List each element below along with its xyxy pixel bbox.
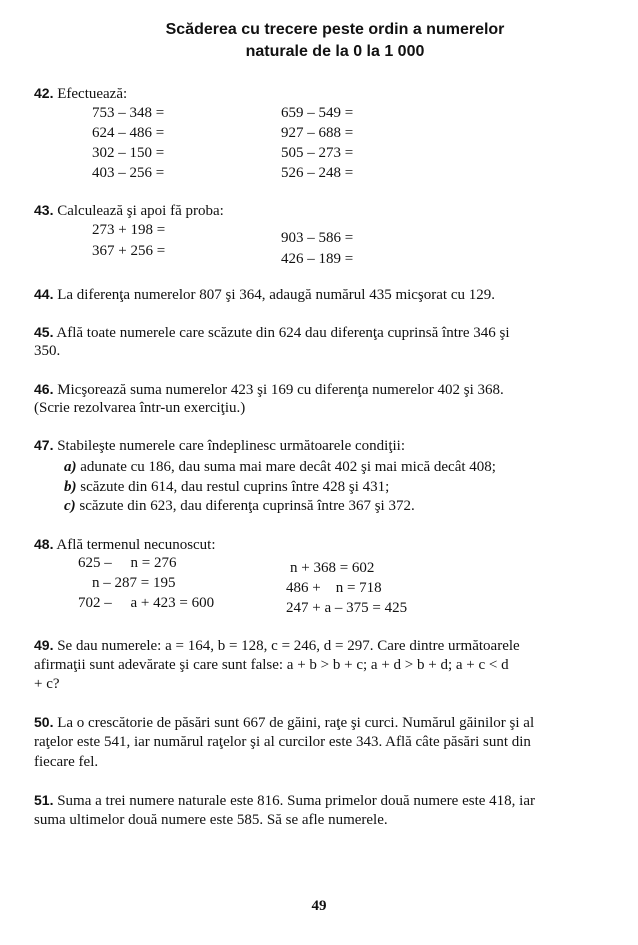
page-number: 49 [311, 898, 327, 914]
equation: 273 + 198 = [92, 222, 166, 238]
exercise-number: 51. [34, 792, 54, 808]
item-text: scăzute din 623, dau diferenţa cuprinsă între 367 şi 372. [79, 498, 415, 514]
exercise-44 [34, 284, 495, 305]
exercise-instruction: Calculează şi apoi fă proba: [57, 203, 224, 219]
exercise-number: 46. [34, 381, 54, 397]
item-label: b) [64, 479, 77, 495]
equation: n – 287 = 195 [92, 575, 176, 591]
exercise-48-heading [34, 534, 216, 555]
exercise-51-line1 [34, 790, 535, 811]
exercise-49-line1 [34, 635, 520, 656]
exercise-47-item-c [64, 496, 415, 516]
equation: 702 – a + 423 = 600 [78, 595, 215, 611]
equation: 403 – 256 = [92, 165, 165, 181]
exercise-43-heading [34, 200, 224, 221]
item-text: adunate cu 186, dau suma mai mare decât 402 şi mai mică decât 408; [80, 459, 496, 475]
exercise-text: La o crescătorie de păsări sunt 667 de găini, raţe şi curci. Numărul găinilor şi al [57, 715, 535, 731]
equation: 426 – 189 = [281, 251, 354, 267]
exercise-instruction: Află termenul necunoscut: [56, 537, 216, 553]
equation: 367 + 256 = [92, 243, 166, 259]
exercise-number: 48. [34, 536, 54, 552]
equation: n + 368 = 602 [290, 560, 375, 576]
exercise-number: 47. [34, 437, 54, 453]
exercise-50-line3: fiecare fel. [34, 754, 99, 770]
exercise-42-heading [34, 83, 127, 104]
exercise-number: 43. [34, 202, 54, 218]
exercise-46-line1 [34, 379, 504, 400]
equation: 505 – 273 = [281, 145, 354, 161]
exercise-text: Se dau numerele: a = 164, b = 128, c = 246, d = 297. Care dintre următoarele [57, 638, 520, 654]
exercise-51-line2: suma ultimelor două numere este 585. Să se afle numerele. [34, 812, 388, 828]
exercise-text: Află toate numerele care scăzute din 624 dau diferenţa cuprinsă între 346 şi [56, 325, 510, 341]
equation: 927 – 688 = [281, 125, 354, 141]
equation: 625 – n = 276 [78, 555, 177, 571]
equation: 526 – 248 = [281, 165, 354, 181]
equation: 302 – 150 = [92, 145, 165, 161]
exercise-49-line2: afirmaţii sunt adevărate şi care sunt false: a + b > b + c; a + d > b + d; a + c < d [34, 657, 509, 673]
exercise-number: 49. [34, 637, 54, 653]
exercise-50-line1 [34, 712, 534, 733]
equation: 659 – 549 = [281, 105, 354, 121]
page-title-line2: naturale de la 0 la 1 000 [245, 43, 425, 60]
exercise-number: 42. [34, 85, 54, 101]
exercise-text: Micşorează suma numerelor 423 şi 169 cu diferenţa numerelor 402 şi 368. [57, 382, 504, 398]
item-label: c) [64, 498, 76, 514]
exercise-number: 45. [34, 324, 54, 340]
exercise-45-line1 [34, 322, 510, 343]
exercise-49-line3: + c? [34, 676, 60, 692]
item-text: scăzute din 614, dau restul cuprins între 428 şi 431; [80, 479, 390, 495]
exercise-50-line2: raţelor este 541, iar numărul raţelor şi al curcilor este 343. Află câte păsări sunt din [34, 734, 531, 750]
equation: 486 + n = 718 [286, 580, 382, 596]
exercise-46-line2: (Scrie rezolvarea într-un exerciţiu.) [34, 400, 246, 416]
equation: 753 – 348 = [92, 105, 165, 121]
exercise-instruction: Stabileşte numerele care îndeplinesc următoarele condiţii: [57, 438, 405, 454]
exercise-number: 50. [34, 714, 54, 730]
exercise-45-line2: 350. [34, 343, 61, 359]
item-label: a) [64, 459, 77, 475]
exercise-47-item-b [64, 477, 389, 497]
exercise-instruction: Efectuează: [57, 86, 128, 102]
exercise-47-item-a [64, 457, 496, 477]
equation: 247 + a – 375 = 425 [286, 600, 408, 616]
equation: 903 – 586 = [281, 230, 354, 246]
exercise-text: Suma a trei numere naturale este 816. Suma primelor două numere este 418, iar [57, 793, 535, 809]
exercise-47-heading [34, 435, 405, 456]
equation: 624 – 486 = [92, 125, 165, 141]
exercise-text: La diferenţa numerelor 807 şi 364, adaugă numărul 435 micşorat cu 129. [57, 287, 496, 303]
page-title-line1: Scăderea cu trecere peste ordin a numerelor [165, 21, 505, 38]
exercise-number: 44. [34, 286, 54, 302]
